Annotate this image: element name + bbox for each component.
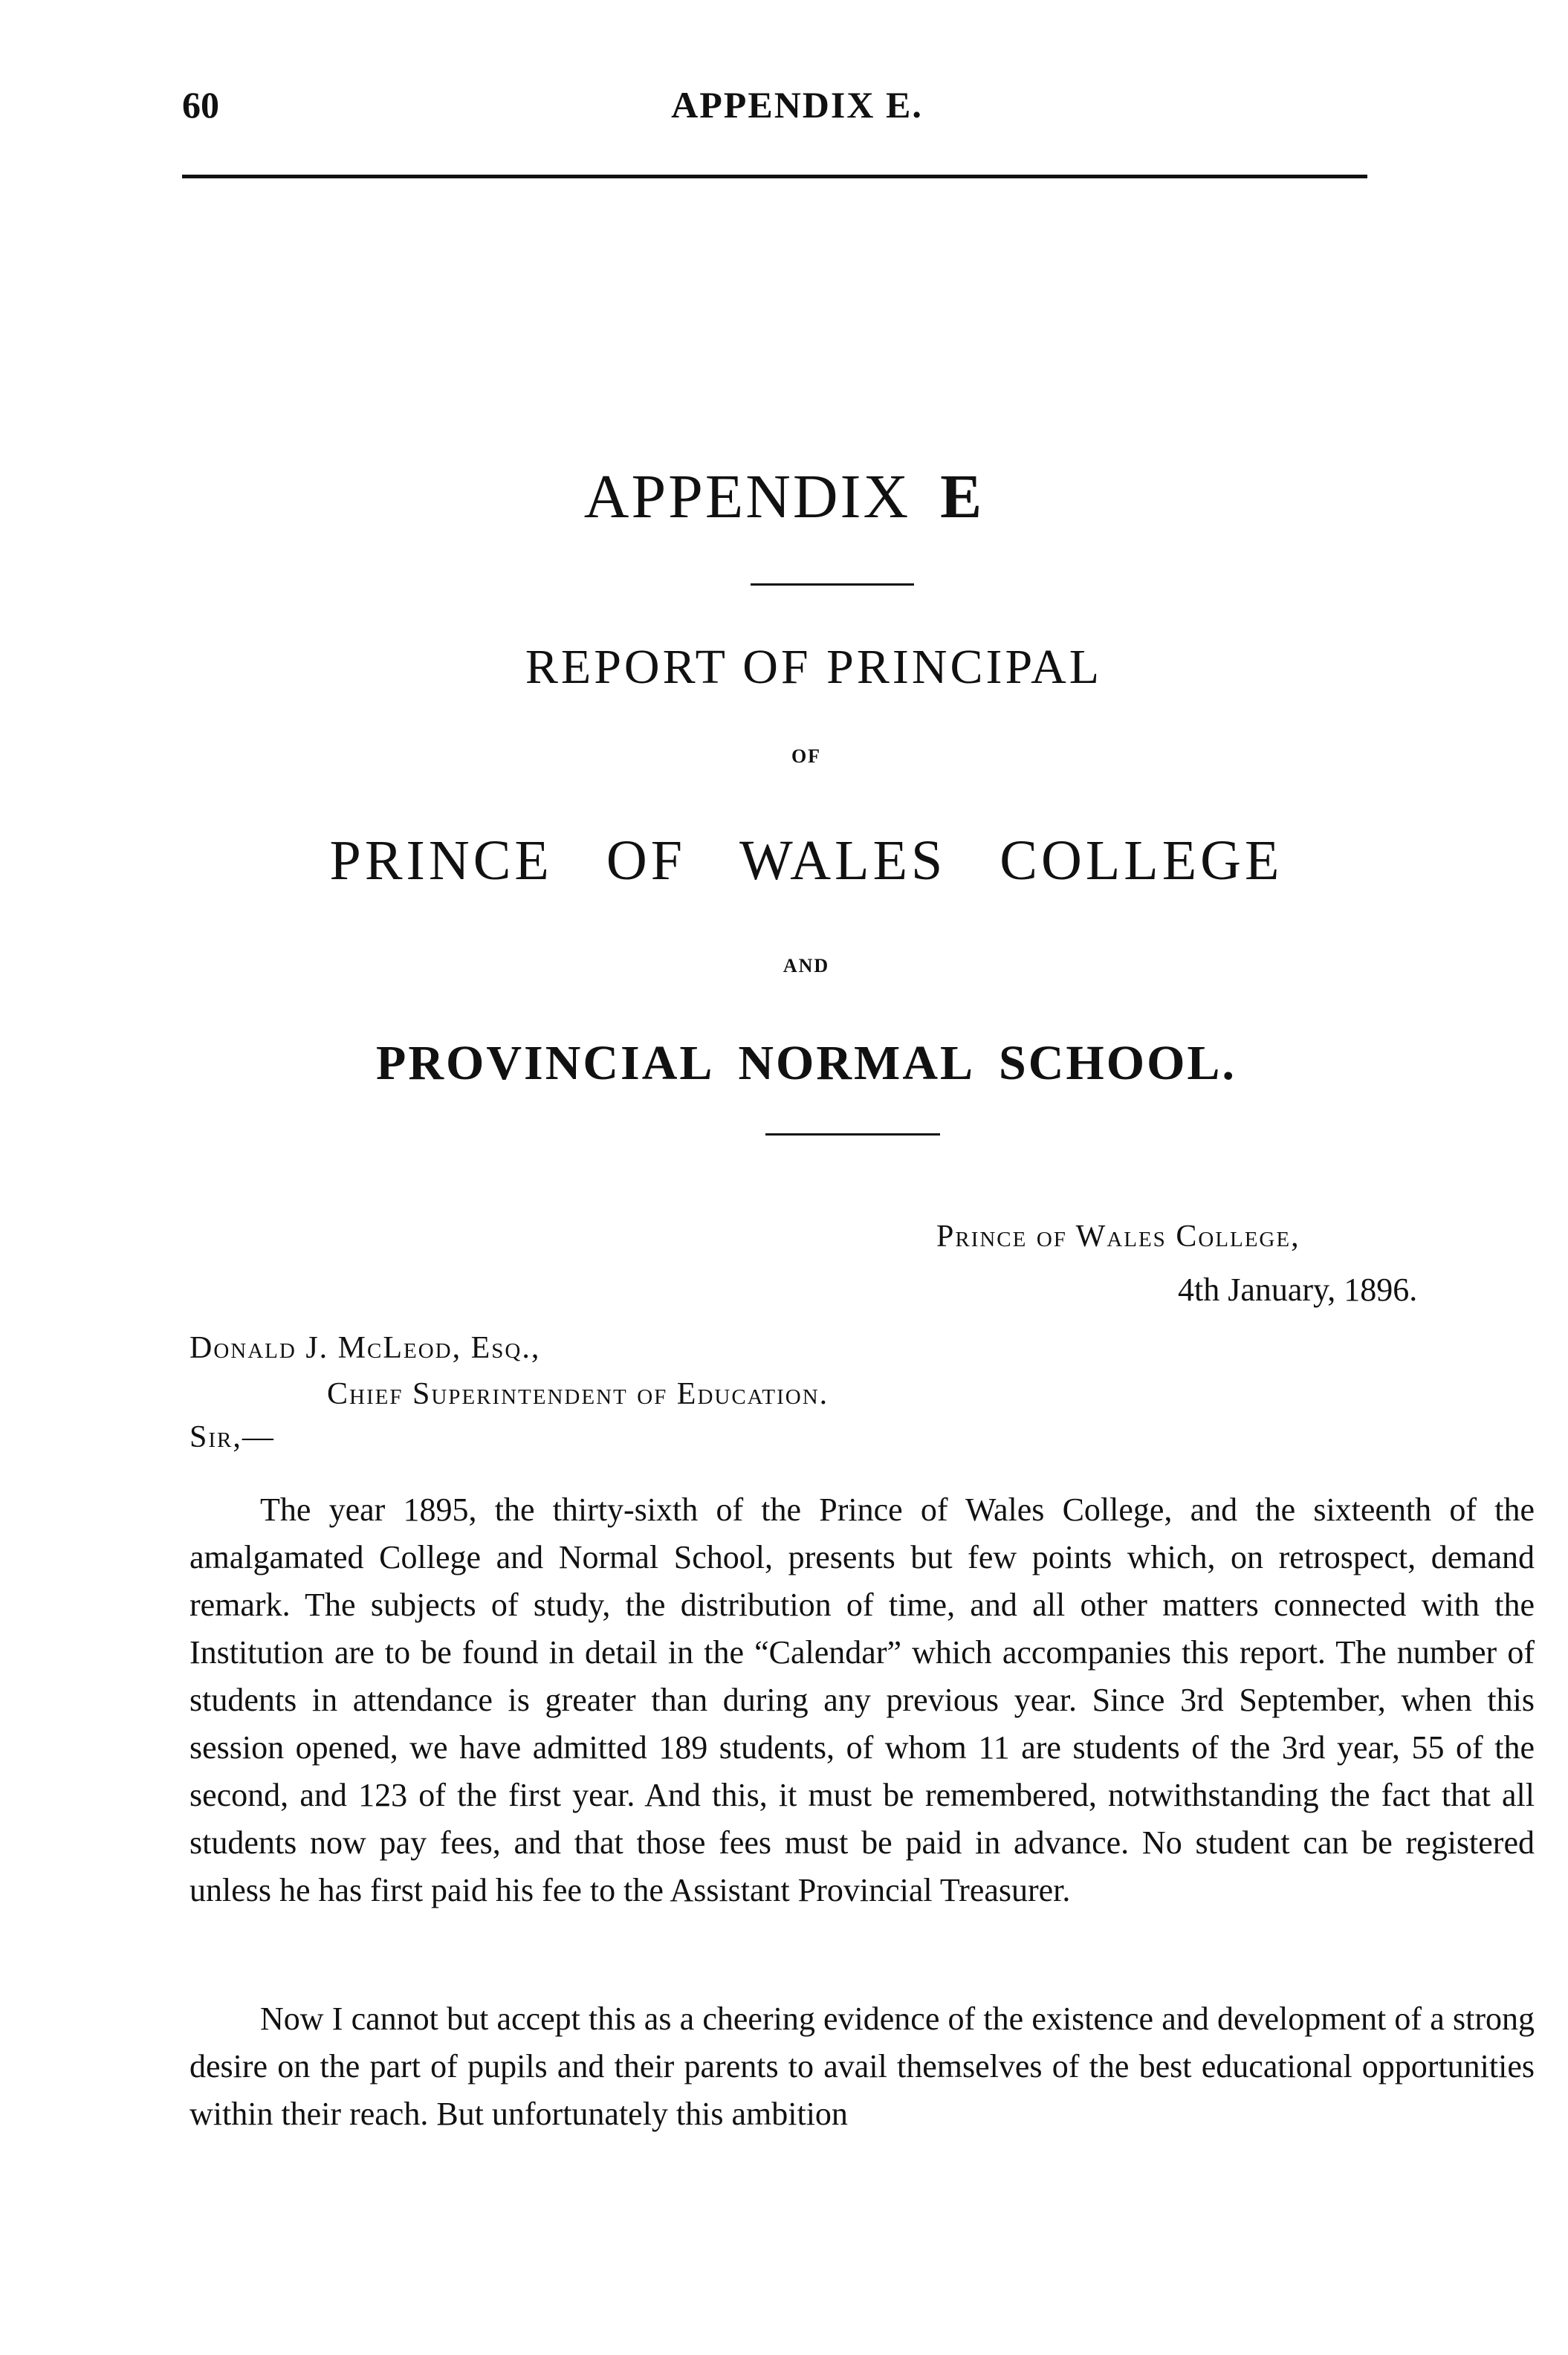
college-word-3: WALES bbox=[739, 829, 947, 892]
college-word-1: PRINCE bbox=[329, 829, 553, 892]
addressee-office: Chief Superintendent of Education. bbox=[327, 1377, 829, 1411]
school-word-3: SCHOOL. bbox=[999, 1036, 1237, 1090]
header-rule bbox=[182, 175, 1367, 178]
report-title: REPORT OF PRINCIPAL bbox=[525, 640, 1103, 694]
dateline-date: 4th January, 1896. bbox=[1178, 1272, 1418, 1308]
title-rule-top bbox=[751, 583, 914, 586]
page-number: 60 bbox=[182, 84, 219, 126]
dateline-place: Prince of Wales College, bbox=[936, 1219, 1300, 1254]
body-paragraph-2: Now I cannot but accept this as a cheering evidence of the existence and development of a strong desire on the part of pupils and their parents to avail themselves of the best educational opportunities within their reach. But unfortunately this ambition bbox=[189, 2001, 1535, 2132]
school-word-1: PROVINCIAL bbox=[376, 1036, 715, 1090]
addressee-name: Donald J. McLeod, Esq., bbox=[189, 1331, 541, 1365]
college-title bbox=[0, 829, 1568, 893]
of-word: OF bbox=[791, 745, 822, 767]
college-word-2: OF bbox=[606, 829, 686, 892]
appendix-letter: E bbox=[940, 462, 985, 531]
normal-school-title bbox=[0, 1035, 1568, 1092]
body-paragraph-1: The year 1895, the thirty-sixth of the Prince of Wales College, and the sixteenth of the amalgamated College and Normal School, presents but few points which, on retrospect, demand remark. The subjects of study, the distribution of time, and all other matters connected with the Institution are to be found in detail in the “Calendar” which accompanies this report. The number of students in attendance is greater than during any previous year. Since 3rd September, when this session opened, we have admitted 189 students, of whom 11 are students of the 3rd year, 55 of the second, and 123 of the first year. And this, it must be remembered, notwithstanding the fact that all students now pay fees, and that those fees must be paid in advance. No student can be registered unless he has first paid his fee to the Assistant Provincial Treasurer. bbox=[189, 1491, 1535, 1908]
appendix-word: APPENDIX bbox=[583, 462, 911, 531]
and-word: AND bbox=[783, 955, 830, 976]
school-word-2: NORMAL bbox=[738, 1036, 976, 1090]
running-title: APPENDIX E. bbox=[671, 84, 923, 126]
salutation: Sir,— bbox=[189, 1420, 275, 1454]
title-rule-bottom bbox=[765, 1133, 940, 1136]
appendix-title bbox=[0, 461, 1568, 533]
running-head bbox=[182, 83, 1367, 135]
college-word-4: COLLEGE bbox=[1000, 829, 1283, 892]
